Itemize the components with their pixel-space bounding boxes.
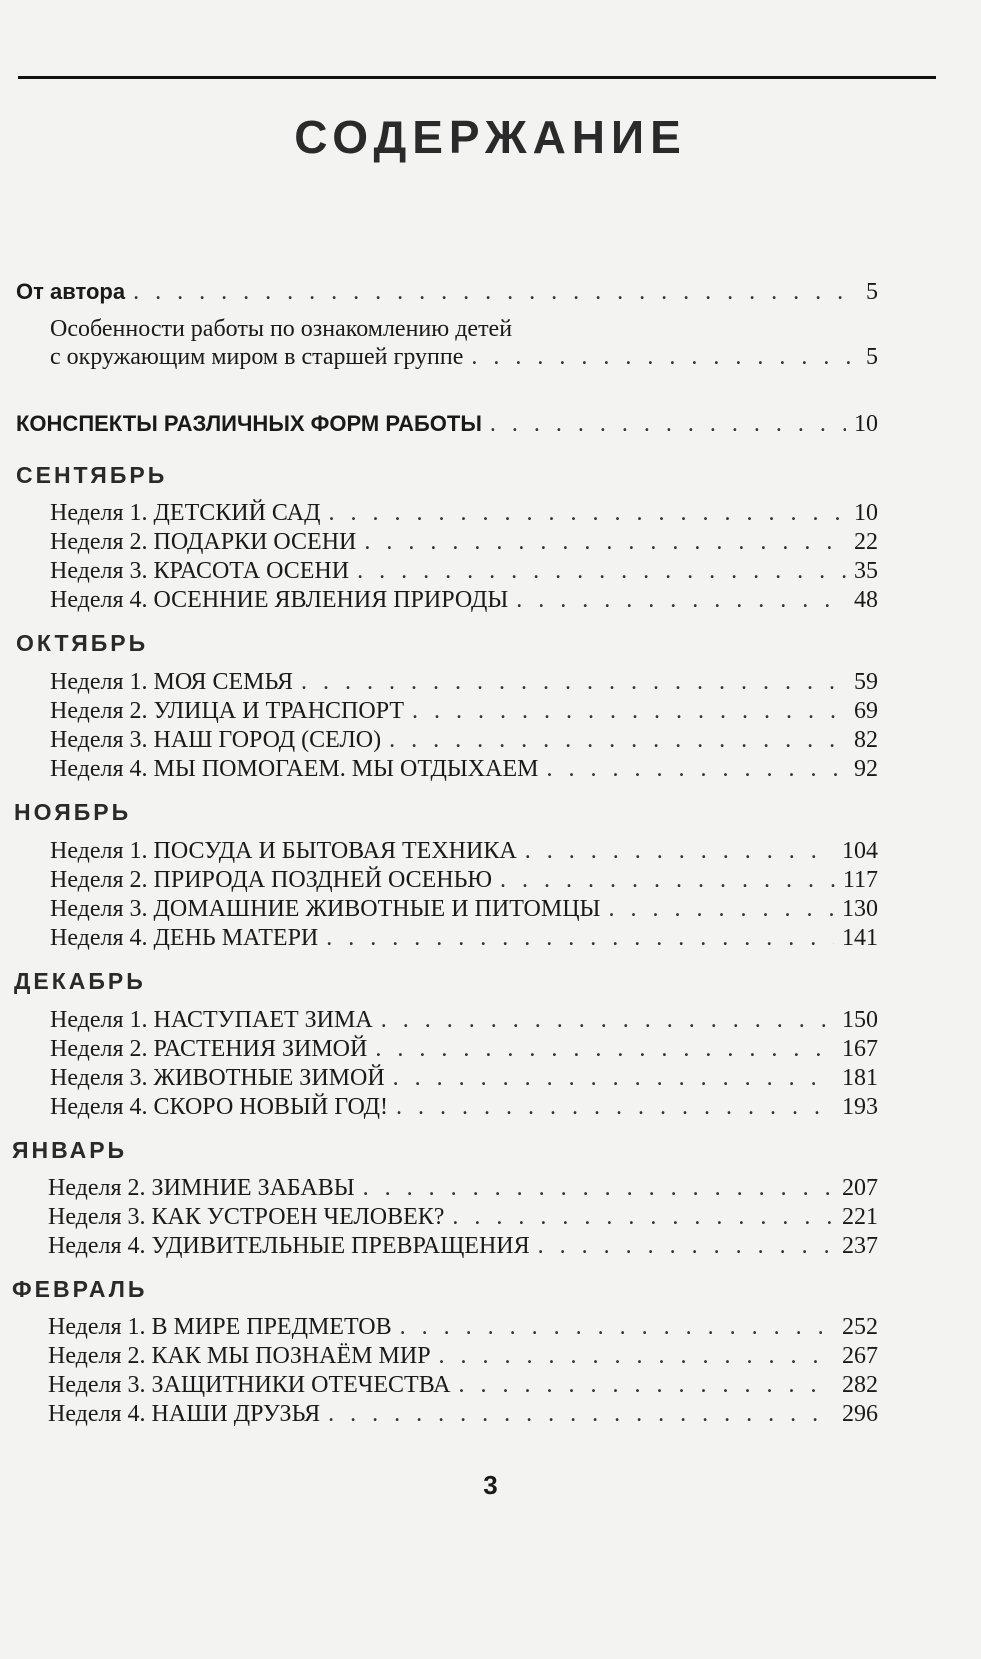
toc-entry[interactable] [50,1034,878,1065]
toc-entry-label: Неделя 4. СКОРО НОВЫЙ ГОД! [50,1094,388,1120]
month-heading: ДЕКАБРЬ [14,968,146,994]
leader-dots [459,1370,834,1401]
toc-entry-label: Неделя 1. ДЕТСКИЙ САД [50,500,321,526]
toc-entry-label: Неделя 3. ЖИВОТНЫЕ ЗИМОЙ [50,1065,385,1091]
toc-entry-label: Неделя 1. НАСТУПАЕТ ЗИМА [50,1007,373,1033]
toc-entry-page: 282 [842,1372,878,1398]
toc-entry[interactable] [50,923,878,954]
toc-entry-page: 221 [842,1204,878,1230]
leader-dots [471,342,858,373]
toc-entry[interactable] [48,1370,878,1401]
toc-entry[interactable] [48,1231,878,1262]
leader-dots [490,409,846,440]
toc-entry-label: с окружающим миром в старшей группе [50,344,464,370]
leader-dots [546,754,846,785]
toc-entry-page: 193 [842,1094,878,1120]
toc-entry[interactable] [50,527,878,558]
toc-entry[interactable] [48,1173,878,1204]
toc-entry-page: 267 [842,1343,878,1369]
leader-dots [364,527,846,558]
toc-entry-page: 5 [866,344,878,370]
toc-entry-page: 35 [854,558,878,584]
month-heading: ОКТЯБРЬ [16,630,149,656]
leader-dots [396,1092,834,1123]
leader-dots [363,1173,834,1204]
toc-entry-label: Неделя 4. ОСЕННИЕ ЯВЛЕНИЯ ПРИРОДЫ [50,587,509,613]
toc-entry-label: Неделя 3. НАШ ГОРОД (СЕЛО) [50,727,382,753]
month-heading: ФЕВРАЛЬ [12,1276,148,1302]
toc-entry-page: 296 [842,1401,878,1427]
toc-entry-label: От автора [16,279,126,304]
toc-entry-label: Неделя 1. МОЯ СЕМЬЯ [50,669,294,695]
toc-entry-page: 10 [854,500,878,526]
leader-dots [516,585,846,616]
toc-entry[interactable] [48,1312,878,1343]
leader-dots [500,865,835,896]
toc-entry-page: 5 [866,279,878,305]
toc-entry-label: Неделя 2. УЛИЦА И ТРАНСПОРТ [50,698,405,724]
toc-entry[interactable] [50,865,878,896]
toc-entry-label: Неделя 3. КРАСОТА ОСЕНИ [50,558,350,584]
toc-entry-page: 92 [854,756,878,782]
toc-entry-label: Неделя 2. ПРИРОДА ПОЗДНЕЙ ОСЕНЬЮ [50,867,493,893]
toc-entry-page: 104 [842,838,878,864]
toc-entry-label: Неделя 4. МЫ ПОМОГАЕМ. МЫ ОТДЫХАЕМ [50,756,539,782]
toc-entry-page: 252 [842,1314,878,1340]
toc-entry-label: Неделя 4. НАШИ ДРУЗЬЯ [48,1401,321,1427]
toc-entry[interactable] [48,1202,878,1233]
toc-entry-page: 150 [842,1007,878,1033]
toc-entry[interactable] [50,754,878,785]
leader-dots [389,725,846,756]
toc-entry-label: Неделя 2. РАСТЕНИЯ ЗИМОЙ [50,1036,368,1062]
leader-dots [375,1034,834,1065]
leader-dots [328,498,846,529]
toc-entry[interactable] [50,1063,878,1094]
toc-entry-page: 141 [842,925,878,951]
toc-entry-page: 10 [854,411,878,437]
toc-entry[interactable] [50,667,878,698]
toc-entry-page: 207 [842,1175,878,1201]
leader-dots [400,1312,834,1343]
page-number: 3 [483,1470,498,1500]
toc-entry-label: Неделя 2. ПОДАРКИ ОСЕНИ [50,529,357,555]
toc-entry-konspekty[interactable] [16,408,878,439]
month-heading: НОЯБРЬ [14,799,132,825]
toc-entry-label: Неделя 1. В МИРЕ ПРЕДМЕТОВ [48,1314,392,1340]
toc-entry[interactable] [50,1092,878,1123]
toc-entry-from-author[interactable] [16,276,878,307]
toc-entry[interactable] [50,1005,878,1036]
month-heading: СЕНТЯБРЬ [16,462,168,488]
toc-entry[interactable] [50,498,878,529]
toc-entry-label: Неделя 4. ДЕНЬ МАТЕРИ [50,925,319,951]
leader-dots [393,1063,834,1094]
top-rule [18,76,936,79]
toc-entry-page: 167 [842,1036,878,1062]
toc-entry-label: Неделя 2. ЗИМНИЕ ЗАБАВЫ [48,1175,355,1201]
toc-entry-page: 82 [854,727,878,753]
leader-dots [609,894,835,925]
leader-dots [412,696,846,727]
toc-entry-label: Неделя 1. ПОСУДА И БЫТОВАЯ ТЕХНИКА [50,838,517,864]
toc-entry-page: 59 [854,669,878,695]
month-heading: ЯНВАРЬ [12,1137,128,1163]
toc-entry-page: 48 [854,587,878,613]
leader-dots [439,1341,834,1372]
toc-entry[interactable] [48,1341,878,1372]
toc-entry-page: 69 [854,698,878,724]
leader-dots [133,277,858,308]
toc-entry-page: 181 [842,1065,878,1091]
toc-entry-page: 130 [842,896,878,922]
toc-entry[interactable] [48,1399,878,1430]
leader-dots [301,667,846,698]
leader-dots [328,1399,834,1430]
toc-entry-label: Неделя 3. ДОМАШНИЕ ЖИВОТНЫЕ И ПИТОМЦЫ [50,896,601,922]
leader-dots [538,1231,834,1262]
toc-entry[interactable] [50,725,878,756]
leader-dots [326,923,834,954]
leader-dots [357,556,846,587]
toc-entry-page: 22 [854,529,878,555]
leader-dots [452,1202,834,1233]
toc-entry[interactable] [50,696,878,727]
leader-dots [525,836,834,867]
leader-dots [381,1005,834,1036]
toc-entry[interactable] [50,585,878,616]
toc-entry-features[interactable] [50,342,878,373]
toc-entry-label: Неделя 4. УДИВИТЕЛЬНЫЕ ПРЕВРАЩЕНИЯ [48,1233,530,1259]
toc-entry-page: 237 [842,1233,878,1259]
page-title: СОДЕРЖАНИЕ [294,111,687,163]
toc-entry-label: Неделя 3. КАК УСТРОЕН ЧЕЛОВЕК? [48,1204,445,1230]
toc-entry-page: 117 [842,867,878,893]
toc-entry-features-line1: Особенности работы по ознакомлению детей [50,316,513,342]
toc-entry-label: Неделя 2. КАК МЫ ПОЗНАЁМ МИР [48,1343,431,1369]
toc-entry-label: КОНСПЕКТЫ РАЗЛИЧНЫХ ФОРМ РАБОТЫ [16,411,482,436]
toc-entry[interactable] [50,836,878,867]
toc-entry[interactable] [50,556,878,587]
toc-entry[interactable] [50,894,878,925]
toc-entry-label: Неделя 3. ЗАЩИТНИКИ ОТЕЧЕСТВА [48,1372,451,1398]
